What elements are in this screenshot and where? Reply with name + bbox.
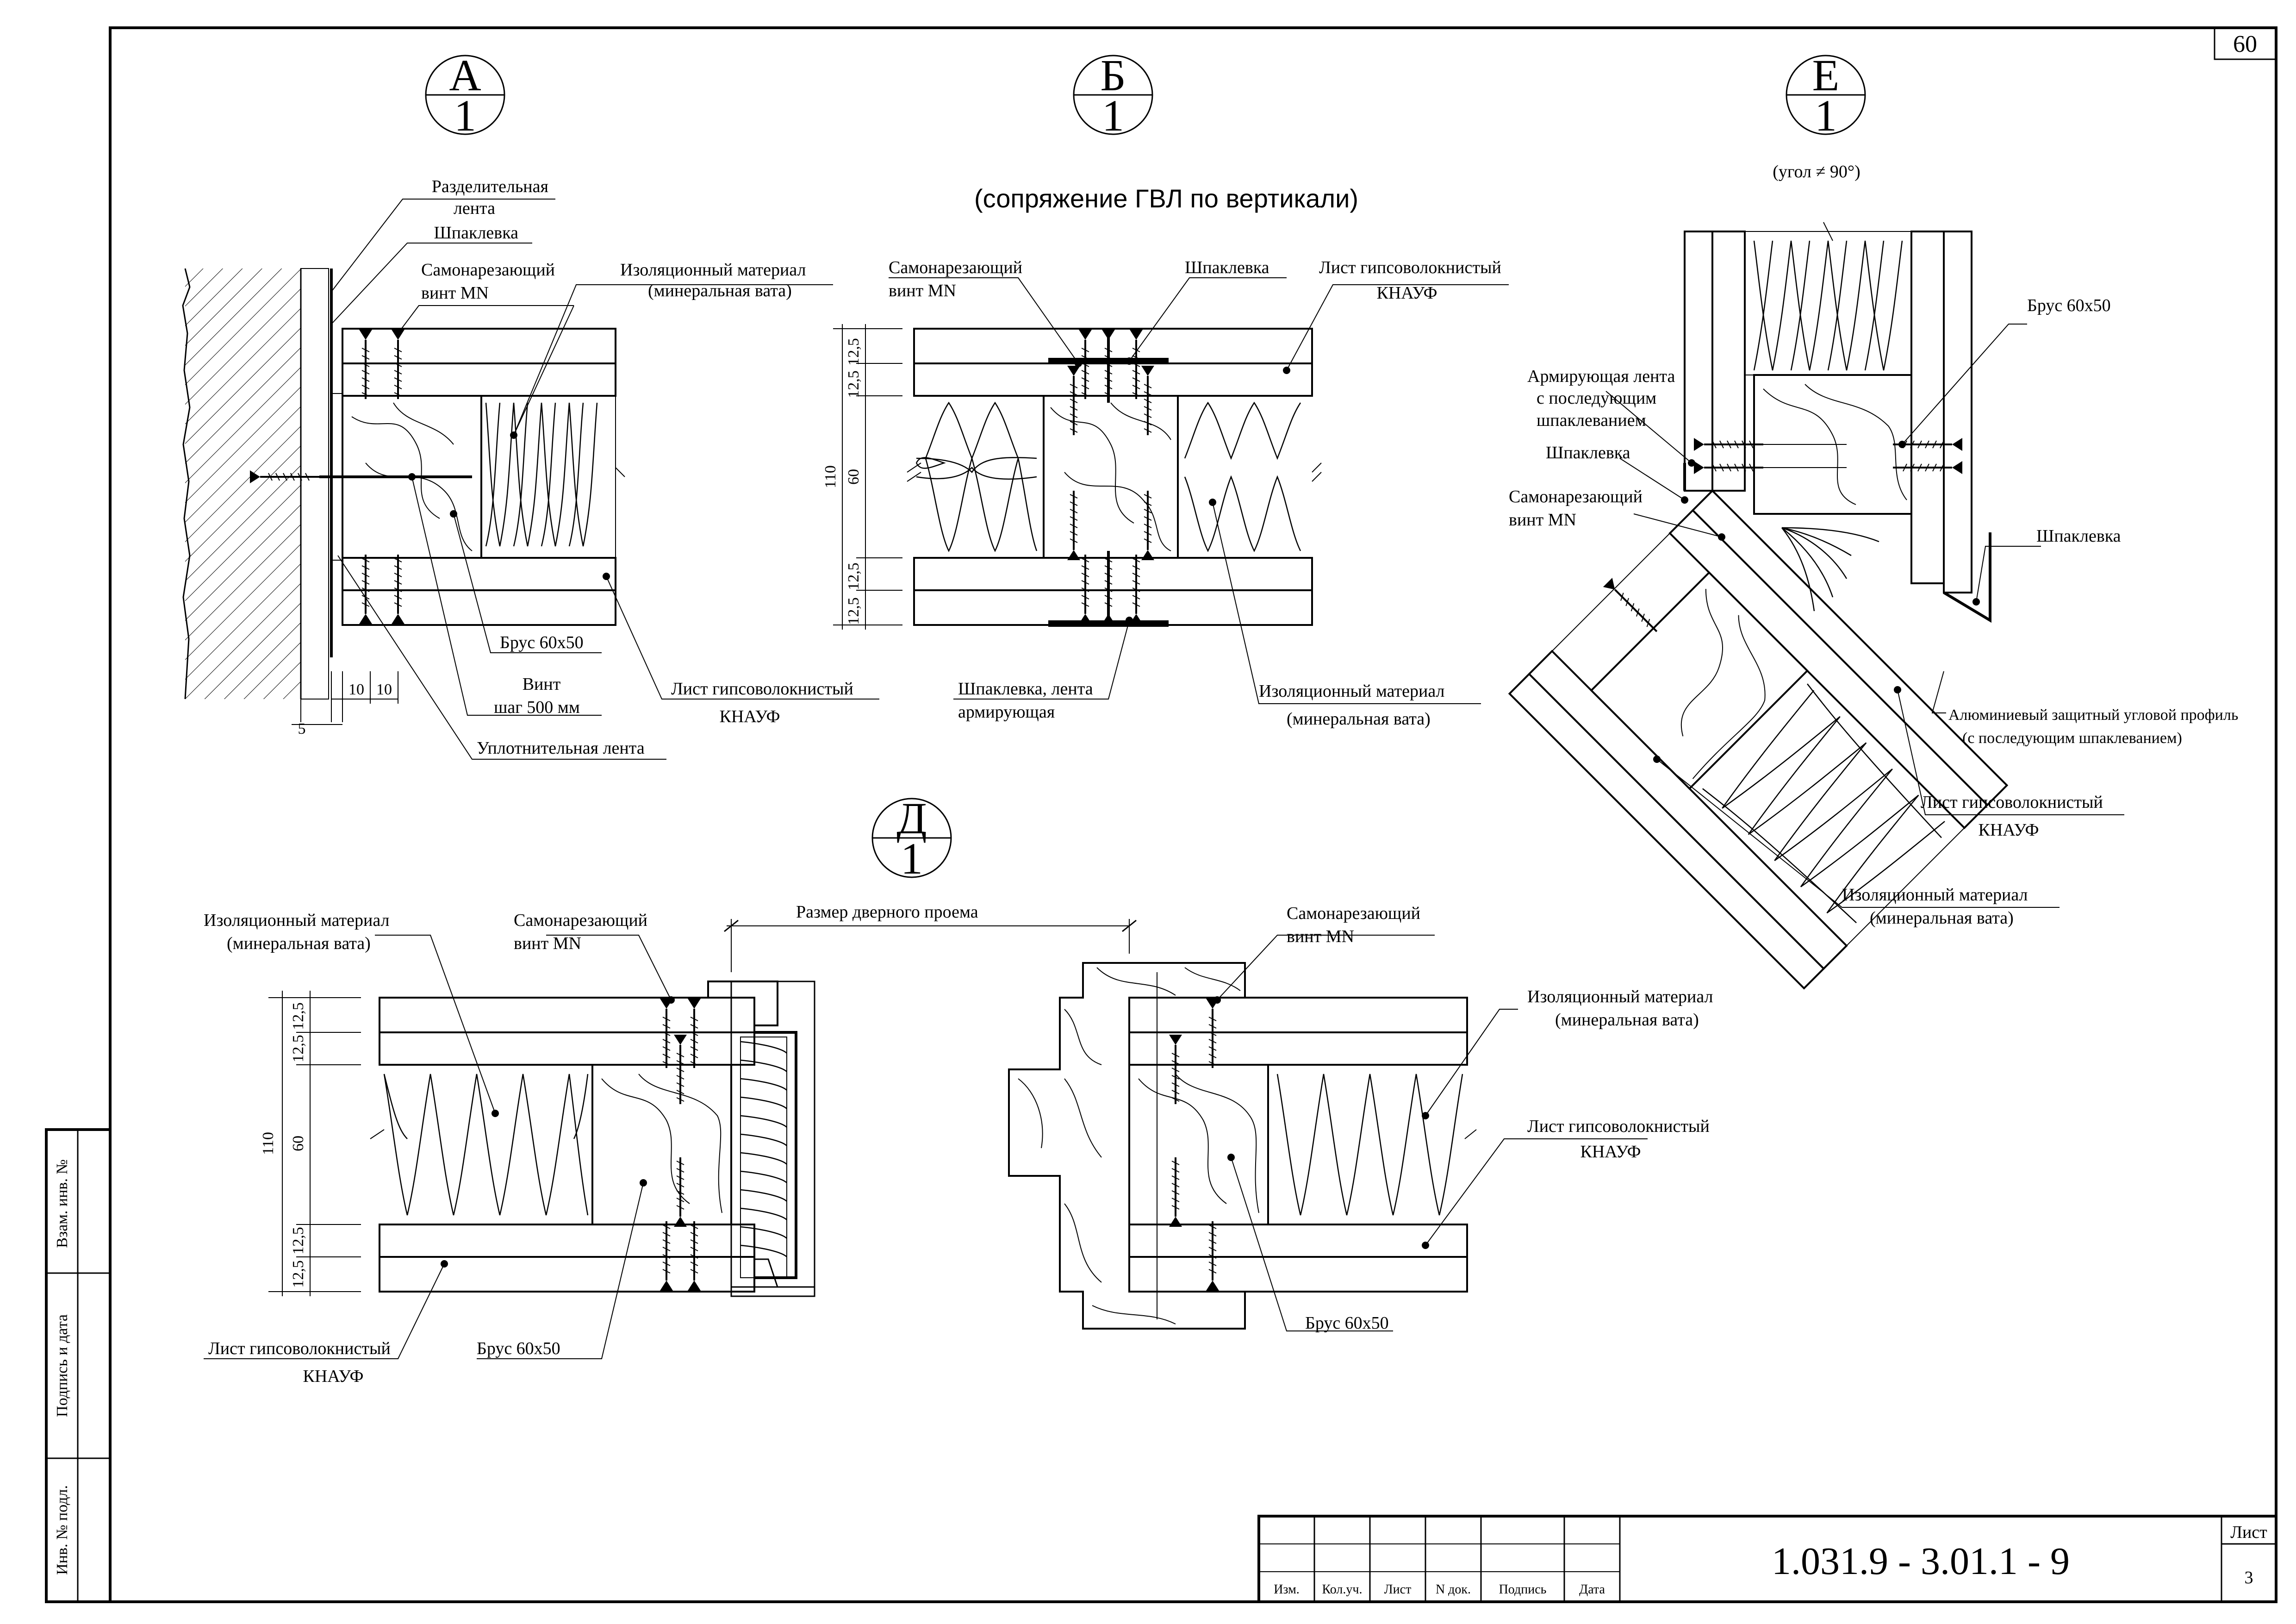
stamp-col-date: Дата bbox=[1579, 1582, 1605, 1597]
label-a-sheet-1: Лист гипсоволокнистый bbox=[671, 679, 853, 699]
stamp-col-doc: N док. bbox=[1435, 1582, 1471, 1597]
side-stamp-original-inv: Инв. № подл. bbox=[54, 1485, 71, 1575]
label-d-insulation-2: (минеральная вата) bbox=[227, 934, 371, 953]
detail-e-letter: Е bbox=[1812, 50, 1840, 100]
label-b-sheet-1: Лист гипсоволокнистый bbox=[1319, 258, 1501, 277]
label-a-screw-1: Самонарезающий bbox=[421, 260, 555, 280]
sheet-label: Лист bbox=[2230, 1523, 2267, 1542]
label-d-beam-left: Брус 60х50 bbox=[477, 1339, 560, 1358]
stamp-col-change: Изм. bbox=[1274, 1582, 1300, 1597]
label-e-profile-2: (с последующим шпаклеванием) bbox=[1962, 730, 2182, 747]
label-d-beam-right: Брус 60х50 bbox=[1305, 1313, 1389, 1333]
dim-b-60: 60 bbox=[845, 469, 862, 485]
dim-d-110: 110 bbox=[260, 1132, 277, 1155]
detail-b-letter: Б bbox=[1100, 50, 1126, 100]
stamp-col-signature: Подпись bbox=[1499, 1582, 1547, 1597]
label-d-sheet-1: Лист гипсоволокнистый bbox=[208, 1339, 391, 1358]
side-stamp-replace-inv: Взам. инв. № bbox=[54, 1159, 71, 1248]
label-a-insulation-1: Изоляционный материал bbox=[620, 260, 806, 280]
label-d-opening-size: Размер дверного проема bbox=[796, 902, 978, 922]
label-a-insulation-2: (минеральная вата) bbox=[648, 281, 792, 300]
dim-d-125-b: 12,5 bbox=[290, 1035, 307, 1062]
detail-a-letter: А bbox=[449, 50, 481, 100]
stamp-col-sheet: Лист bbox=[1384, 1582, 1412, 1597]
label-d2-insulation-1: Изоляционный материал bbox=[1527, 987, 1713, 1006]
label-e-screw-1: Самонарезающий bbox=[1509, 487, 1643, 506]
label-a-separating-tape-1: Разделительная bbox=[431, 177, 548, 196]
label-b-tape-2: армирующая bbox=[958, 702, 1055, 722]
detail-marker-b bbox=[1074, 50, 1152, 140]
title-block bbox=[1259, 1516, 2276, 1602]
detail-e-drawing bbox=[1503, 222, 2124, 988]
label-b-insulation-2: (минеральная вата) bbox=[1287, 709, 1431, 729]
label-a-beam: Брус 60х50 bbox=[500, 633, 584, 652]
label-d2-sheet-1: Лист гипсоволокнистый bbox=[1527, 1117, 1710, 1136]
detail-d-letter: Д bbox=[896, 793, 927, 843]
label-d2-sheet-2: КНАУФ bbox=[1580, 1142, 1641, 1162]
detail-e-number: 1 bbox=[1815, 91, 1837, 140]
section-heading: (сопряжение ГВЛ по вертикали) bbox=[974, 184, 1359, 213]
detail-marker-a bbox=[426, 50, 504, 140]
dim-b-125-b: 12,5 bbox=[845, 370, 862, 398]
label-e-insulation-2: (минеральная вата) bbox=[1870, 908, 2014, 928]
label-e-tape-1: Армирующая лента bbox=[1527, 367, 1675, 386]
label-e-putty-left: Шпаклевка bbox=[1546, 443, 1630, 462]
label-d-screw-2: винт MN bbox=[514, 934, 581, 953]
dim-b-125-c: 12,5 bbox=[845, 562, 862, 590]
side-stamp-sign-date: Подпись и дата bbox=[54, 1314, 71, 1417]
detail-a-number: 1 bbox=[454, 91, 476, 140]
dim-a-5: 5 bbox=[298, 720, 306, 737]
sheet-number: 3 bbox=[2244, 1568, 2253, 1587]
label-b-screw-2: винт MN bbox=[889, 281, 956, 300]
label-e-screw-2: винт MN bbox=[1509, 510, 1576, 530]
corner-sheet-number: 60 bbox=[2233, 31, 2257, 57]
label-e-profile-1: Алюминиевый защитный угловой профиль bbox=[1948, 706, 2239, 724]
label-d-sheet-2: КНАУФ bbox=[303, 1367, 364, 1386]
dim-d-125-a: 12,5 bbox=[290, 1002, 307, 1030]
label-d2-screw-2: винт MN bbox=[1287, 927, 1354, 946]
label-d-insulation-1: Изоляционный материал bbox=[204, 911, 390, 930]
dim-d-60: 60 bbox=[290, 1136, 307, 1151]
stamp-col-count: Кол.уч. bbox=[1322, 1582, 1363, 1597]
label-b-tape-1: Шпаклевка, лента bbox=[958, 679, 1093, 699]
dim-a-10-left: 10 bbox=[348, 681, 364, 698]
label-e-putty-right: Шпаклевка bbox=[2036, 526, 2121, 546]
dim-d-125-c: 12,5 bbox=[290, 1227, 307, 1255]
dim-a-10-right: 10 bbox=[376, 681, 392, 698]
label-e-insulation-1: Изоляционный материал bbox=[1842, 885, 2028, 905]
drawing-code: 1.031.9 - 3.01.1 - 9 bbox=[1772, 1540, 2070, 1583]
label-a-sheet-2: КНАУФ bbox=[719, 707, 780, 726]
angle-note: (угол ≠ 90°) bbox=[1773, 162, 1860, 181]
label-a-putty: Шпаклевка bbox=[434, 223, 518, 243]
label-d2-screw-1: Самонарезающий bbox=[1287, 904, 1420, 923]
dim-b-110: 110 bbox=[822, 465, 839, 488]
label-e-tape-3: шпаклеванием bbox=[1537, 411, 1646, 430]
label-e-beam: Брус 60х50 bbox=[2027, 296, 2111, 315]
label-b-sheet-2: КНАУФ bbox=[1376, 283, 1437, 303]
label-b-screw-1: Самонарезающий bbox=[889, 258, 1022, 277]
detail-d-left-drawing bbox=[204, 919, 1136, 1359]
label-a-bolt-2: шаг 500 мм bbox=[494, 698, 580, 717]
detail-b-number: 1 bbox=[1102, 91, 1124, 140]
label-e-sheet-1: Лист гипсоволокнистый bbox=[1921, 793, 2103, 812]
detail-marker-e bbox=[1786, 50, 1865, 140]
dim-b-125-a: 12,5 bbox=[845, 338, 862, 366]
label-d2-insulation-2: (минеральная вата) bbox=[1555, 1010, 1699, 1030]
label-b-putty: Шпаклевка bbox=[1185, 258, 1269, 277]
detail-marker-d bbox=[872, 793, 951, 883]
label-e-sheet-2: КНАУФ bbox=[1978, 820, 2039, 840]
label-a-screw-2: винт MN bbox=[421, 283, 489, 303]
side-stamp bbox=[46, 1130, 110, 1602]
label-e-tape-2: с последующим bbox=[1537, 388, 1657, 408]
detail-d-number: 1 bbox=[901, 834, 923, 883]
detail-b-drawing bbox=[822, 278, 1509, 704]
label-a-separating-tape-2: лента bbox=[453, 199, 495, 218]
label-b-insulation-1: Изоляционный материал bbox=[1259, 681, 1445, 701]
label-d-screw-1: Самонарезающий bbox=[514, 911, 647, 930]
dim-b-125-d: 12,5 bbox=[845, 597, 862, 625]
label-a-bolt-1: Винт bbox=[522, 675, 561, 694]
label-a-seal-tape: Уплотнительная лента bbox=[477, 738, 645, 758]
dim-d-125-d: 12,5 bbox=[290, 1260, 307, 1288]
